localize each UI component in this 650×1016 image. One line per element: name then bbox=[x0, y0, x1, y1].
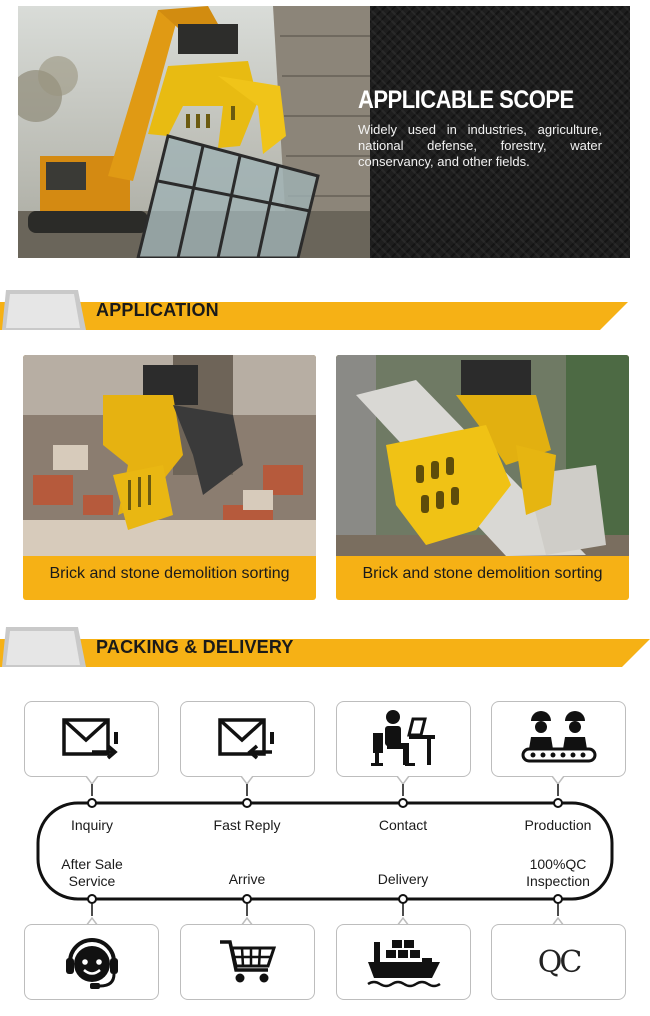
mail-receive-icon bbox=[216, 712, 280, 766]
step-connectors-top bbox=[0, 776, 650, 802]
cargo-ship-icon bbox=[366, 936, 442, 988]
step-box-production bbox=[491, 701, 626, 777]
step-label-production: Production bbox=[524, 817, 592, 833]
step-label-delivery: Delivery bbox=[377, 871, 429, 887]
step-box-arrive bbox=[180, 924, 315, 1000]
step-box-delivery bbox=[336, 924, 471, 1000]
step-box-contact bbox=[336, 701, 471, 777]
customer-service-icon bbox=[60, 932, 124, 992]
qc-mark-icon: QC bbox=[537, 944, 580, 980]
step-label-qc-inspection: 100%QC Inspection bbox=[526, 856, 590, 889]
step-label-after-sale-service: After Sale Service bbox=[61, 856, 123, 889]
demolition-photo-2 bbox=[336, 355, 629, 556]
section-banner-application bbox=[0, 288, 650, 330]
excavator-grapple-photo bbox=[18, 6, 370, 258]
office-worker-icon bbox=[369, 707, 439, 771]
hero-title: APPLICABLE SCOPE bbox=[358, 85, 574, 114]
application-caption: Brick and stone demolition sorting bbox=[49, 565, 290, 582]
factory-workers-icon bbox=[519, 709, 599, 769]
step-box-inquiry bbox=[24, 701, 159, 777]
hero-description: Widely used in industries, agriculture, national defense, forestry, water conservancy, and other fields. bbox=[358, 122, 602, 169]
section-banner-packing bbox=[0, 625, 650, 667]
application-card bbox=[23, 355, 316, 600]
step-box-after-sale-service bbox=[24, 924, 159, 1000]
demolition-photo-1 bbox=[23, 355, 316, 556]
step-label-contact: Contact bbox=[378, 817, 428, 833]
application-card bbox=[336, 355, 629, 600]
shopping-cart-icon bbox=[218, 936, 278, 988]
step-label-fast-reply: Fast Reply bbox=[213, 817, 281, 833]
step-connectors-bottom bbox=[0, 902, 650, 926]
step-label-arrive: Arrive bbox=[228, 871, 266, 887]
step-box-fast-reply bbox=[180, 701, 315, 777]
section-title-packing: PACKING & DELIVERY bbox=[96, 637, 294, 657]
section-title-application: APPLICATION bbox=[96, 300, 219, 320]
step-box-qc-inspection bbox=[491, 924, 626, 1000]
mail-send-icon bbox=[60, 712, 124, 766]
step-label-inquiry: Inquiry bbox=[70, 817, 114, 833]
application-caption: Brick and stone demolition sorting bbox=[362, 565, 603, 582]
